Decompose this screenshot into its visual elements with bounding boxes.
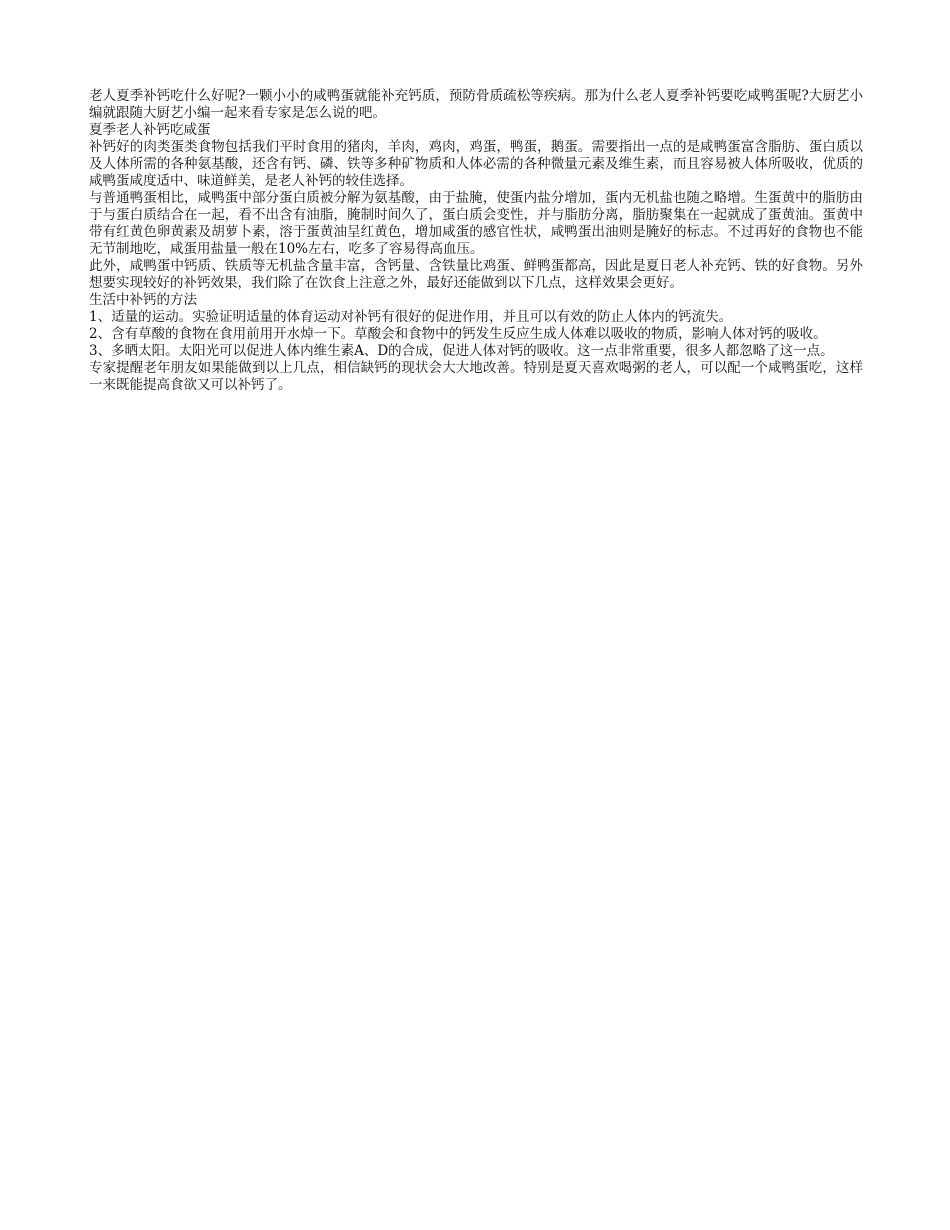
article-body: [89, 88, 863, 394]
paragraph-comparison: 与普通鸭蛋相比，咸鸭蛋中部分蛋白质被分解为氨基酸，由于盐腌，使蛋内盐分增加，蛋内无机盐也随之略增。生蛋黄中的脂肪由于与蛋白质结合在一起，看不出含有油脂，腌制时间久了，蛋白质会变性，并与脂肪分离，脂肪聚集在一起就成了蛋黄油。蛋黄中带有红黄色卵黄素及胡萝卜素，溶于蛋黄油呈红黄色，增加咸蛋的感官性状，咸鸭蛋出油则是腌好的标志。不过再好的食物也不能无节制地吃，咸蛋用盐量一般在10%左右，吃多了容易得高血压。: [89, 190, 863, 257]
paragraph-minerals: 此外，咸鸭蛋中钙质、铁质等无机盐含量丰富，含钙量、含铁量比鸡蛋、鲜鸭蛋都高，因此是夏日老人补充钙、铁的好食物。另外想要实现较好的补钙效果，我们除了在饮食上注意之外，最好还能做到以下几点，这样效果会更好。: [89, 258, 863, 291]
conclusion-paragraph: 专家提醒老年朋友如果能做到以上几点，相信缺钙的现状会大大地改善。特别是夏天喜欢喝粥的老人，可以配一个咸鸭蛋吃，这样一来既能提高食欲又可以补钙了。: [89, 360, 863, 393]
paragraph-nutrition: 补钙好的肉类蛋类食物包括我们平时食用的猪肉，羊肉，鸡肉，鸡蛋，鸭蛋，鹅蛋。需要指出一点的是咸鸭蛋富含脂肪、蛋白质以及人体所需的各种氨基酸，还含有钙、磷、铁等多种矿物质和人体必需的各种微量元素及维生素，而且容易被人体所吸收，优质的咸鸭蛋咸度适中、味道鲜美，是老人补钙的较佳选择。: [89, 139, 863, 189]
list-item-sunlight: 3、多晒太阳。太阳光可以促进人体内维生素A、D的合成，促进人体对钙的吸收。这一点非常重要，很多人都忽略了这一点。: [89, 343, 834, 359]
section-heading-methods: 生活中补钙的方法: [89, 292, 197, 308]
list-item-exercise: 1、适量的运动。实验证明适量的体育运动对补钙有很好的促进作用，并且可以有效的防止人体内的钙流失。: [89, 309, 733, 325]
intro-paragraph: 老人夏季补钙吃什么好呢?一颗小小的咸鸭蛋就能补充钙质，预防骨质疏松等疾病。那为什么老人夏季补钙要吃咸鸭蛋呢?大厨艺小编就跟随大厨艺小编一起来看专家是怎么说的吧。: [89, 88, 863, 121]
section-heading-salted-egg: 夏季老人补钙吃咸蛋: [89, 122, 211, 138]
list-item-oxalic-acid: 2、含有草酸的食物在食用前用开水焯一下。草酸会和食物中的钙发生反应生成人体难以吸收的物质，影响人体对钙的吸收。: [89, 326, 827, 342]
